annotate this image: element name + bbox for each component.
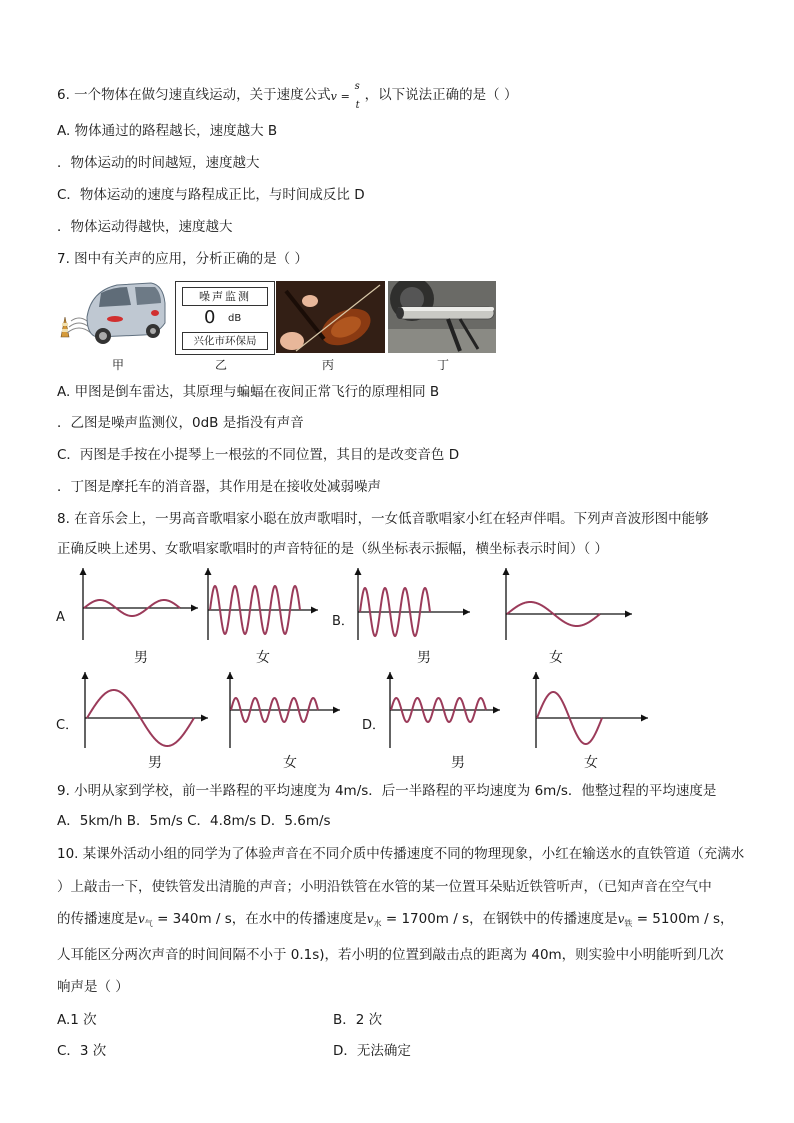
- arrow-right-icon: [625, 611, 632, 618]
- wave-c-male: [82, 672, 209, 748]
- caption-yi: 乙: [215, 358, 228, 372]
- arrow-up-icon: [205, 568, 212, 575]
- q10-line5: 响声是（ ）: [57, 979, 129, 995]
- q6-option-d: ．物体运动得越快，速度越大: [57, 219, 233, 235]
- q7-option-d: ．丁图是摩托车的消音器，其作用是在接收处减弱噪声: [57, 479, 381, 495]
- q10-line1: 10. 某课外活动小组的同学为了体验声音在不同介质中传播速度不同的物理现象，小红在输送水的直铁管道（充满水: [57, 846, 745, 862]
- caption-ding: 丁: [437, 358, 450, 372]
- wave-a-male: [80, 568, 199, 640]
- v-steel-symbol: $v_铁$: [617, 912, 633, 928]
- arrow-up-icon: [533, 672, 540, 679]
- q7-option-a: A. 甲图是倒车雷达，其原理与蝙蝠在夜间正常飞行的原理相同 B: [57, 384, 440, 400]
- q10-option-d: D．无法确定: [333, 1043, 411, 1059]
- q8-option-a-label: A: [56, 610, 65, 625]
- arrow-right-icon: [463, 609, 470, 616]
- q8-stem-line2: 正确反映上述男、女歌唱家歌唱时的声音特征的是（纵坐标表示振幅，横坐标表示时间）（ ）: [57, 541, 609, 557]
- q7-stem: 7. 图中有关声的应用，分析正确的是（ ）: [57, 251, 308, 267]
- arrow-right-icon: [201, 715, 208, 722]
- q9-options: A．5km/h B．5m/s C．4.8m/s D．5.6m/s: [57, 813, 331, 829]
- q8-stem-line1: 8. 在音乐会上，一男高音歌唱家小聪在放声歌唱时，一女低音歌唱家小红在轻声伴唱。下列声音波形图中能够: [57, 511, 709, 527]
- label-female-c: 女: [283, 755, 297, 771]
- v-water-symbol: $v_水$: [366, 912, 382, 928]
- wave-a-female: [205, 568, 319, 640]
- wave-b-male: [355, 568, 471, 640]
- q7-option-c: C．丙图是手按在小提琴上一根弦的不同位置，其目的是改变音色 D: [57, 447, 460, 463]
- arrow-right-icon: [641, 715, 648, 722]
- caption-bing: 丙: [322, 358, 335, 372]
- arrow-right-icon: [333, 707, 340, 714]
- q8-option-d-label: D．: [362, 718, 386, 733]
- arrow-up-icon: [503, 568, 510, 575]
- q10-line4: 人耳能区分两次声音的时间间隔不小于 0.1s)，若小明的位置到敲击点的距离为 40m，则实验中小明能听到几次: [57, 947, 724, 963]
- label-male-b: 男: [417, 650, 431, 666]
- arrow-right-icon: [191, 605, 198, 612]
- arrow-up-icon: [355, 568, 362, 575]
- q10-line3: 的传播速度是$v_气 = 340m / s$，在水中的传播速度是$v_水 = 1700m / s$，在钢铁中的传播速度是$v_铁 = 5100m / s$，: [57, 911, 734, 928]
- q6-option-c: C．物体运动的速度与路程成正比，与时间成反比 D: [57, 187, 365, 203]
- arrow-up-icon: [80, 568, 87, 575]
- noise-monitor-title: 噪声监测: [182, 287, 268, 306]
- q9-stem: 9. 小明从家到学校，前一半路程的平均速度为 4m/s．后一半路程的平均速度为 6m/s．他整过程的平均速度是: [57, 783, 717, 799]
- q10-line2: ）上敲击一下，使铁管发出清脆的声音；小明沿铁管在水管的某一位置耳朵贴近铁管听声，（已知声音在空气中: [57, 879, 712, 895]
- q10-option-c: C．3 次: [57, 1043, 107, 1059]
- wave-d-female: [533, 672, 649, 748]
- v-air-symbol: $v_气$: [138, 912, 153, 928]
- q6-option-b: ．物体运动的时间越短，速度越大: [57, 155, 260, 171]
- wave-c-female: [227, 672, 341, 748]
- wave-b-female: [503, 568, 633, 640]
- q8-option-c-label: C．: [56, 718, 79, 733]
- q6-stem-before: 6. 一个物体在做匀速直线运动，关于速度公式: [57, 87, 331, 103]
- arrow-up-icon: [227, 672, 234, 679]
- label-female-a: 女: [256, 650, 270, 666]
- q6-stem-after: ，以下说法正确的是（ ）: [364, 87, 518, 103]
- caption-jia: 甲: [112, 358, 125, 372]
- arrow-right-icon: [311, 607, 318, 614]
- q7-option-b: ．乙图是噪声监测仪，0dB 是指没有声音: [57, 415, 304, 431]
- label-male-d: 男: [451, 755, 465, 771]
- label-female-b: 女: [549, 650, 563, 666]
- label-male-c: 男: [148, 755, 162, 771]
- label-female-d: 女: [584, 755, 598, 771]
- noise-monitor-org: 兴化市环保局: [182, 332, 268, 350]
- q8-option-b-label: B．: [332, 614, 354, 629]
- noise-monitor-unit: dB: [228, 313, 242, 324]
- q6-option-a: A. 物体通过的路程越长，速度越大 B: [57, 123, 278, 139]
- wave-d-male: [387, 672, 501, 748]
- noise-monitor-value: 0: [204, 307, 216, 328]
- arrow-right-icon: [493, 707, 500, 714]
- arrow-up-icon: [387, 672, 394, 679]
- velocity-formula: v = s t: [330, 81, 360, 111]
- q10-option-a: A.1 次: [57, 1012, 97, 1028]
- label-male-a: 男: [134, 650, 148, 666]
- q10-option-b: B．2 次: [333, 1012, 383, 1028]
- arrow-up-icon: [82, 672, 89, 679]
